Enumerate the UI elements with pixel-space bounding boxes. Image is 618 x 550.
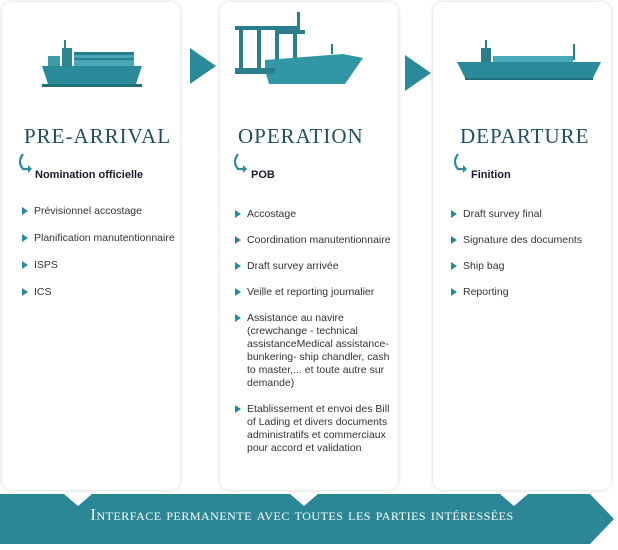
container-ship-icon xyxy=(38,34,148,92)
curved-arrow-icon xyxy=(452,152,468,179)
list-item: Prévisionnel accostage xyxy=(22,205,182,218)
list-item: Draft survey arrivée xyxy=(235,260,395,273)
list-item: Reporting xyxy=(451,286,611,299)
bullet-arrow-icon xyxy=(235,314,241,322)
cargo-ship-icon xyxy=(453,38,603,84)
bullet-arrow-icon xyxy=(22,234,28,242)
bullet-arrow-icon xyxy=(451,288,457,296)
item-list xyxy=(22,205,182,299)
item-list xyxy=(235,208,395,455)
list-item: ISPS xyxy=(22,259,182,272)
bullet-arrow-icon xyxy=(451,210,457,218)
bullet-arrow-icon xyxy=(22,207,28,215)
list-item: Accostage xyxy=(235,208,395,221)
bullet-arrow-icon xyxy=(235,236,241,244)
column-title: PRE-ARRIVAL xyxy=(24,124,172,148)
bullet-arrow-icon xyxy=(235,405,241,413)
column-subtitle: Finition xyxy=(471,169,511,181)
port-crane-ship-icon xyxy=(235,10,365,90)
list-item: Coordination manutentionnaire xyxy=(235,234,395,247)
column-title: DEPARTURE xyxy=(460,124,590,148)
curved-arrow-icon xyxy=(17,152,33,179)
list-item: Ship bag xyxy=(451,260,611,273)
curved-arrow-icon xyxy=(232,152,248,179)
list-item: Veille et reporting journalier xyxy=(235,286,395,299)
next-step-arrow-icon xyxy=(190,48,216,84)
column-title: OPERATION xyxy=(238,124,364,148)
bullet-arrow-icon xyxy=(235,210,241,218)
list-item: Signature des documents xyxy=(451,234,611,247)
list-item: Draft survey final xyxy=(451,208,611,221)
list-item: Assistance au navire (crewchange - technical assistanceMedical assistance- bunkering- ship chandler, cash to master,... et toute autre sur demande) xyxy=(235,312,395,390)
list-item: ICS xyxy=(22,286,182,299)
list-item: Etablissement et envoi des Bill of Lading et divers documents administratifs et commerciaux pour accord et validation xyxy=(235,403,395,455)
next-step-arrow-icon xyxy=(405,55,431,91)
bullet-arrow-icon xyxy=(235,262,241,270)
banner-text: Interface permanente avec toutes les parties intéressées xyxy=(90,505,514,524)
bullet-arrow-icon xyxy=(235,288,241,296)
column-subtitle: Nomination officielle xyxy=(35,169,144,181)
bullet-arrow-icon xyxy=(451,262,457,270)
column-subtitle: POB xyxy=(251,169,275,181)
list-item: Planification manutentionnaire xyxy=(22,232,182,245)
bullet-arrow-icon xyxy=(451,236,457,244)
bullet-arrow-icon xyxy=(22,288,28,296)
bullet-arrow-icon xyxy=(22,261,28,269)
item-list xyxy=(451,208,611,299)
